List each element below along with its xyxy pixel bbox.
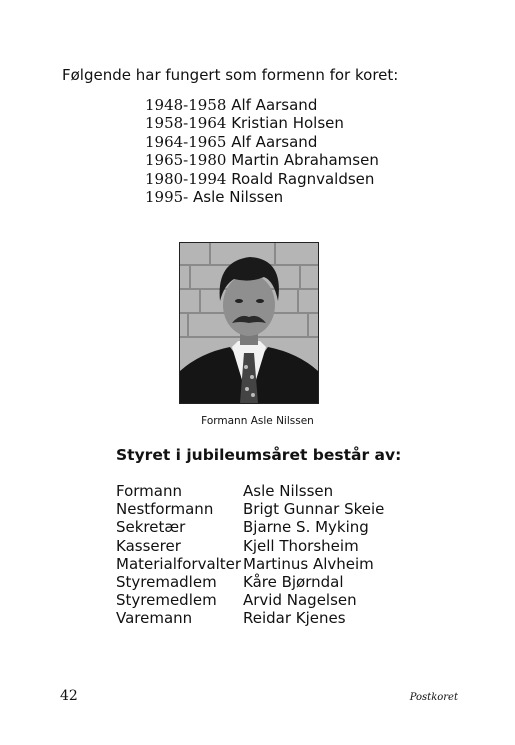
leader-years: 1995-: [145, 188, 189, 207]
table-row: [116, 591, 384, 609]
table-row: [116, 500, 384, 518]
board-heading: Styret i jubileumsåret består av:: [116, 446, 402, 464]
page-number: 42: [60, 688, 78, 704]
list-item: [145, 170, 379, 188]
table-row: [116, 537, 384, 555]
board-member: Kåre Bjørndal: [243, 573, 344, 592]
board-role: Kasserer: [116, 536, 181, 555]
leader-name: Martin Abrahamsen: [231, 151, 379, 170]
leader-years: 1964-1965: [145, 132, 227, 151]
board-member: Arvid Nagelsen: [243, 591, 357, 610]
board-member: Kjell Thorsheim: [243, 536, 359, 555]
leader-name: Asle Nilssen: [193, 188, 284, 207]
board-role: Sekretær: [116, 518, 186, 537]
intro-text: Følgende har fungert som formenn for koret:: [62, 66, 399, 84]
board-role: Varemann: [116, 609, 193, 628]
table-row: [116, 482, 384, 500]
board-member: Martinus Alvheim: [243, 554, 374, 573]
list-item: [145, 188, 379, 206]
portrait-photo: [179, 242, 319, 404]
leader-name: Alf Aarsand: [231, 96, 318, 114]
table-row: [116, 573, 384, 591]
leader-name: Alf Aarsand: [231, 132, 318, 151]
board-member: Brigt Gunnar Skeie: [243, 500, 385, 519]
board-member: Asle Nilssen: [243, 482, 334, 500]
leader-name: Roald Ragnvaldsen: [231, 169, 375, 188]
board-role: Styremedlem: [116, 591, 217, 610]
table-row: [116, 555, 384, 573]
board-table: [116, 482, 384, 628]
board-role: Styremadlem: [116, 573, 217, 592]
leader-years: 1965-1980: [145, 151, 227, 170]
list-item: [145, 96, 379, 114]
board-member: Bjarne S. Myking: [243, 518, 369, 537]
table-row: [116, 609, 384, 627]
leader-years: 1980-1994: [145, 169, 227, 188]
board-role: Nestformann: [116, 500, 214, 519]
board-role: Materialforvalter: [116, 554, 242, 573]
list-item: [145, 114, 379, 132]
board-role: Formann: [116, 482, 182, 500]
photo-caption: Formann Asle Nilssen: [201, 415, 314, 427]
leader-name: Kristian Holsen: [231, 114, 344, 133]
leader-years: 1948-1958: [145, 96, 227, 114]
board-member: Reidar Kjenes: [243, 609, 346, 628]
portrait-illustration: [180, 243, 318, 403]
table-row: [116, 518, 384, 536]
list-item: [145, 133, 379, 151]
publication-name: Postkoret: [409, 692, 458, 703]
leader-years: 1958-1964: [145, 114, 227, 133]
leaders-list: [145, 96, 379, 206]
list-item: [145, 151, 379, 169]
